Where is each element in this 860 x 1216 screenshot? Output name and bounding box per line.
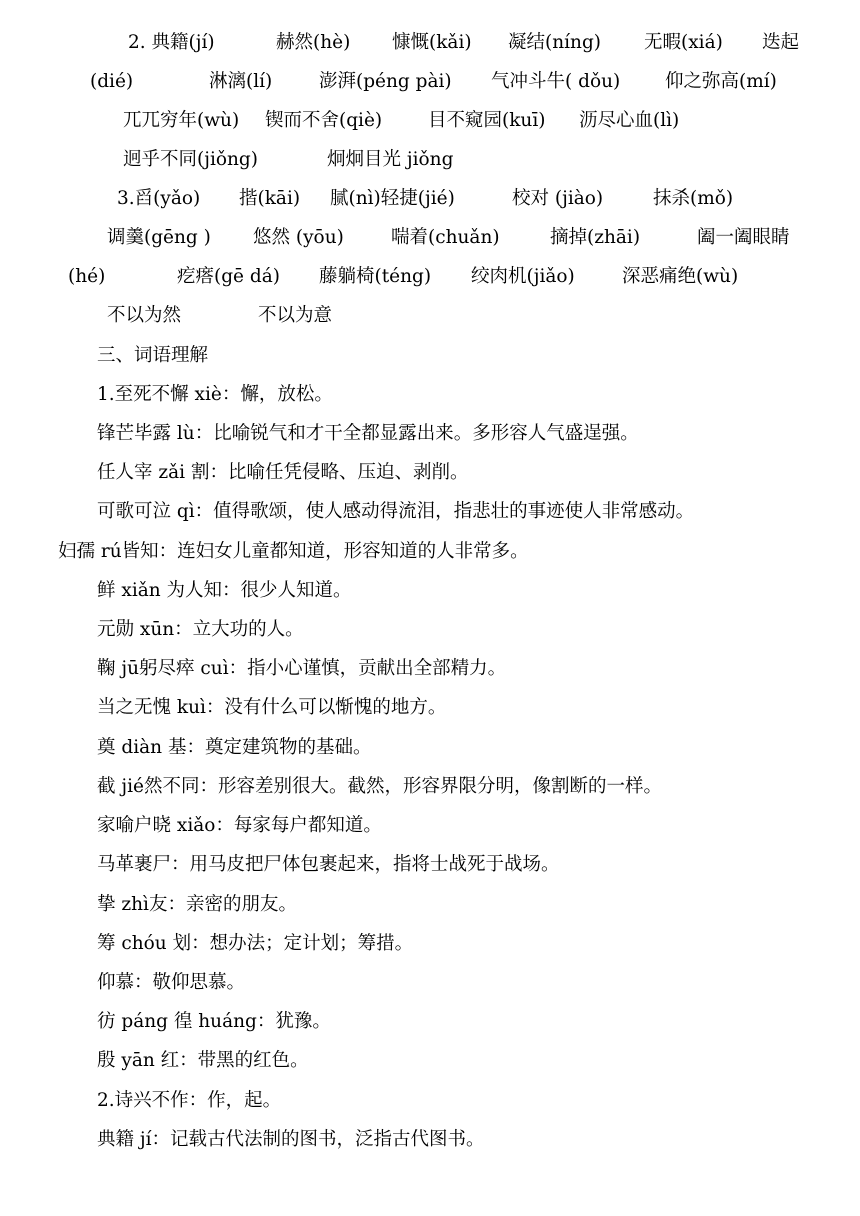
vocab-entry: 挚 zhì友：亲密的朋友。 bbox=[97, 894, 297, 915]
vocab-entry: 奠 diàn 基：奠定建筑物的基础。 bbox=[97, 737, 372, 758]
vocab-entry: 筹 chóu 划：想办法；定计划；筹措。 bbox=[97, 933, 414, 954]
vocab-entry: 仰慕：敬仰思慕。 bbox=[97, 972, 246, 993]
vocab-entry: 马革裹尸：用马皮把尸体包裹起来，指将士战死于战场。 bbox=[97, 854, 560, 875]
term: 炯炯目光 jiǒng bbox=[327, 149, 454, 170]
term: 腻(nì)轻捷(jié) bbox=[330, 188, 455, 209]
term: 沥尽心血(lì) bbox=[579, 110, 680, 131]
term: 2. 典籍(jí) bbox=[128, 32, 215, 53]
term: 揩(kāi) bbox=[239, 188, 301, 209]
vocab-entry: 当之无愧 kuì：没有什么可以惭愧的地方。 bbox=[97, 697, 447, 718]
term: 慷慨(kǎi) bbox=[392, 32, 472, 53]
term: 无暇(xiá) bbox=[644, 32, 723, 53]
term: 不以为然 bbox=[107, 305, 182, 326]
term: 绞肉机(jiǎo) bbox=[471, 266, 575, 287]
vocab-entry: 任人宰 zǎi 割：比喻任凭侵略、压迫、剥削。 bbox=[97, 462, 469, 483]
vocab-entry: 妇孺 rú皆知：连妇女儿童都知道，形容知道的人非常多。 bbox=[58, 541, 529, 562]
term: 淋漓(lí) bbox=[209, 71, 273, 92]
term: 阖一阖眼睛 bbox=[697, 227, 790, 248]
term: 疙瘩(gē dá) bbox=[177, 266, 280, 287]
term: 气冲斗牛( dǒu) bbox=[491, 71, 621, 92]
vocab-entry: 1.至死不懈 xiè：懈，放松。 bbox=[97, 384, 333, 405]
section-heading: 三、词语理解 bbox=[97, 345, 209, 366]
term: 喘着(chuǎn) bbox=[391, 227, 500, 248]
term: 摘掉(zhāi) bbox=[550, 227, 641, 248]
term: (dié) bbox=[90, 71, 134, 92]
term: 凝结(níng) bbox=[508, 32, 602, 53]
vocab-entry: 家喻户晓 xiǎo：每家每户都知道。 bbox=[97, 815, 382, 836]
vocab-entry: 殷 yān 红：带黑的红色。 bbox=[97, 1050, 309, 1071]
term: 3.舀(yǎo) bbox=[117, 188, 201, 209]
term: 悠然 (yōu) bbox=[253, 227, 344, 248]
vocab-entry: 可歌可泣 qì：值得歌颂，使人感动得流泪，指悲壮的事迹使人非常感动。 bbox=[97, 501, 695, 522]
vocab-entry: 锋芒毕露 lù：比喻锐气和才干全都显露出来。多形容人气盛逞强。 bbox=[97, 423, 639, 444]
term: 仰之弥高(mí) bbox=[665, 71, 777, 92]
vocab-entry: 彷 páng 徨 huáng：犹豫。 bbox=[97, 1011, 331, 1032]
term: 不以为意 bbox=[258, 305, 333, 326]
term: 藤躺椅(téng) bbox=[319, 266, 432, 287]
term: 抹杀(mǒ) bbox=[653, 188, 734, 209]
term: (hé) bbox=[68, 266, 106, 287]
term: 深恶痛绝(wù) bbox=[622, 266, 739, 287]
term: 调羹(gēng ) bbox=[107, 227, 211, 248]
term: 澎湃(péng pài) bbox=[319, 71, 452, 92]
term: 迥乎不同(jiǒng) bbox=[123, 149, 258, 170]
term: 目不窥园(kuī) bbox=[428, 110, 546, 131]
vocab-entry: 截 jié然不同：形容差别很大。截然，形容界限分明，像割断的一样。 bbox=[97, 776, 662, 797]
term: 赫然(hè) bbox=[276, 32, 351, 53]
term: 校对 (jiào) bbox=[512, 188, 604, 209]
vocab-entry: 鲜 xiǎn 为人知：很少人知道。 bbox=[97, 580, 352, 601]
term: 兀兀穷年(wù) bbox=[123, 110, 240, 131]
term: 迭起 bbox=[762, 32, 800, 53]
vocab-entry: 典籍 jí：记载古代法制的图书，泛指古代图书。 bbox=[97, 1129, 485, 1150]
vocab-entry: 鞠 jū躬尽瘁 cuì：指小心谨慎，贡献出全部精力。 bbox=[97, 658, 507, 679]
vocab-entry: 元勋 xūn：立大功的人。 bbox=[97, 619, 304, 640]
vocab-entry: 2.诗兴不作：作，起。 bbox=[97, 1090, 282, 1111]
term: 锲而不舍(qiè) bbox=[265, 110, 383, 131]
